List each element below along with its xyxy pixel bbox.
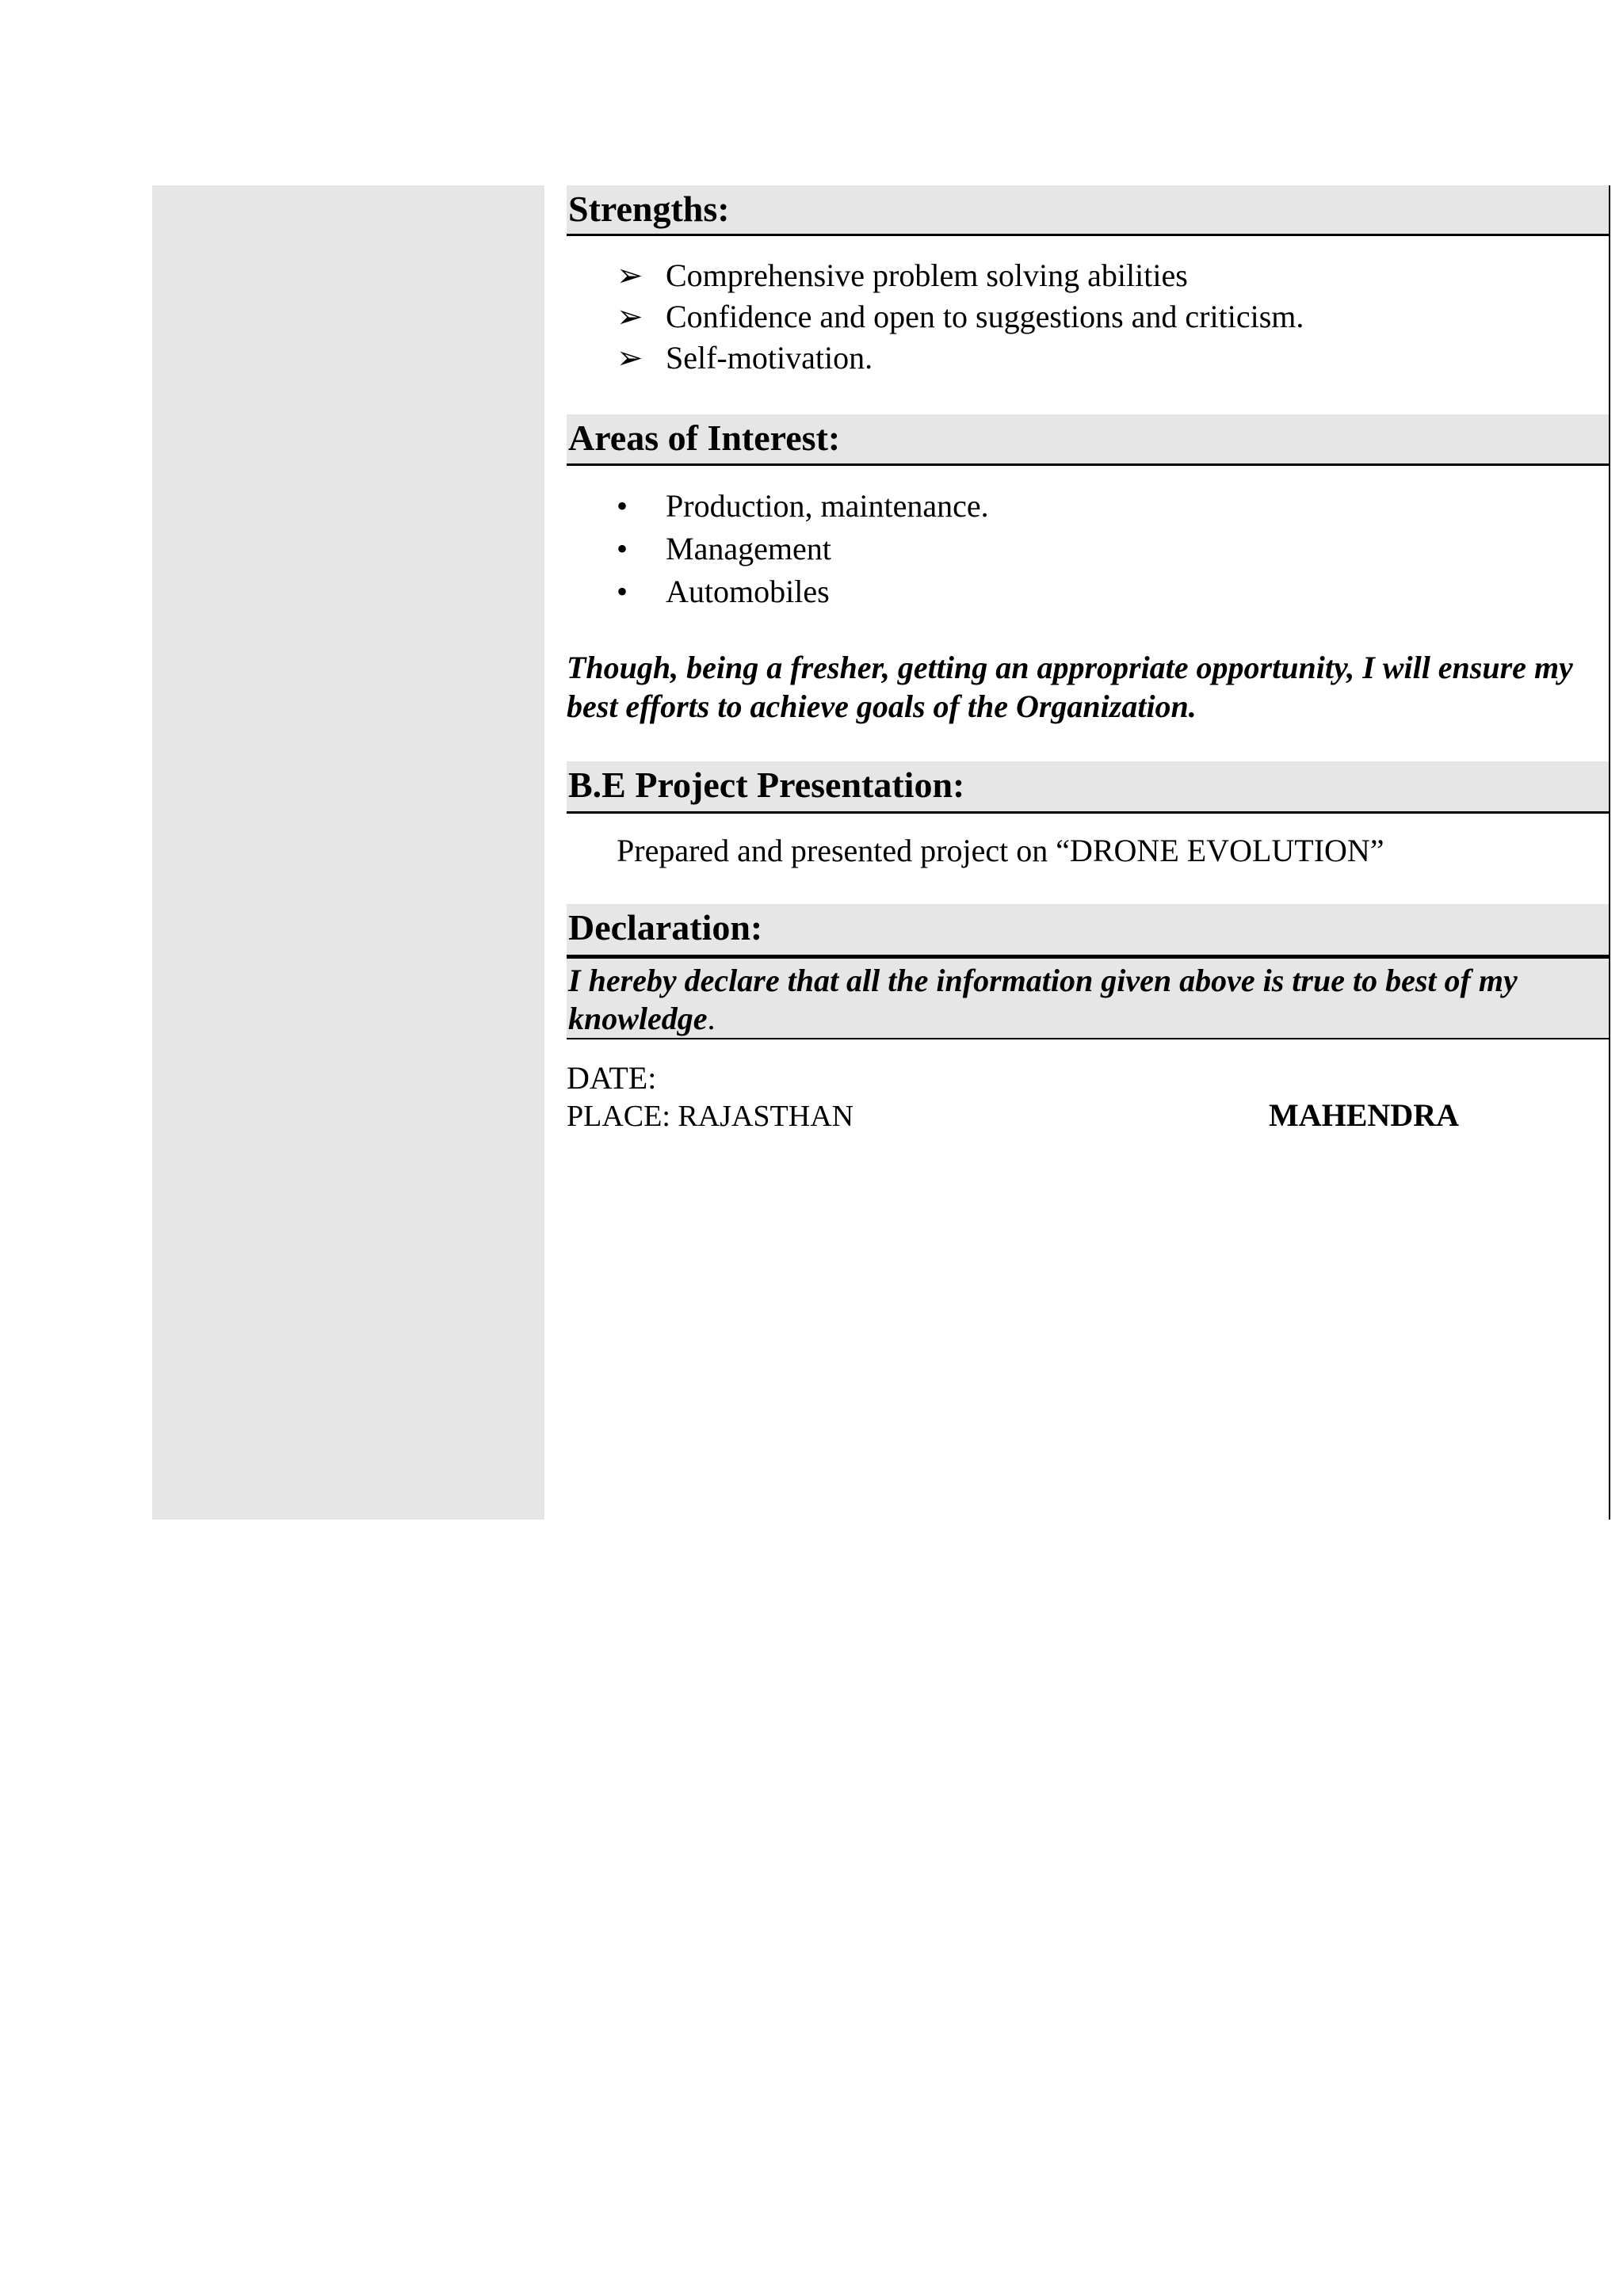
list-item-text: Management	[666, 531, 831, 566]
dot-bullet-icon: •	[617, 488, 628, 524]
list-item	[610, 485, 989, 528]
strengths-heading: Strengths:	[567, 185, 1609, 236]
date-label: DATE:	[567, 1060, 657, 1096]
list-item	[610, 570, 989, 613]
signature-name: MAHENDRA	[1269, 1097, 1459, 1133]
list-item	[610, 255, 1304, 296]
dot-bullet-icon: •	[617, 531, 628, 566]
interests-list	[610, 485, 989, 613]
arrow-bullet-icon: ➢	[617, 340, 643, 376]
career-statement: Though, being a fresher, getting an appropriate opportunity, I will ensure my best efforts to achieve goals of the Organization.	[567, 650, 1573, 724]
declaration-text-box	[567, 957, 1609, 1039]
list-item-text: Production, maintenance.	[666, 488, 989, 524]
list-item-text: Confidence and open to suggestions and criticism.	[666, 299, 1304, 334]
list-item-text: Automobiles	[666, 574, 830, 609]
project-description: Prepared and presented project on “DRONE EVOLUTION”	[617, 833, 1384, 868]
list-item-text: Self-motivation.	[666, 340, 873, 376]
declaration-heading: Declaration:	[567, 904, 1609, 957]
list-item	[610, 528, 989, 570]
place-label: PLACE: RAJASTHAN	[567, 1100, 854, 1133]
list-item-text: Comprehensive problem solving abilities	[666, 257, 1188, 293]
declaration-period: .	[707, 1001, 716, 1036]
list-item	[610, 296, 1304, 338]
project-heading: B.E Project Presentation:	[567, 761, 1609, 814]
declaration-text: I hereby declare that all the information given above is true to best of my knowledge	[568, 963, 1518, 1036]
list-item	[610, 338, 1304, 379]
arrow-bullet-icon: ➢	[617, 257, 643, 293]
interests-heading: Areas of Interest:	[567, 414, 1609, 466]
arrow-bullet-icon: ➢	[617, 299, 643, 334]
right-border-line	[1609, 185, 1610, 1520]
dot-bullet-icon: •	[617, 574, 628, 609]
left-sidebar-panel	[152, 185, 544, 1520]
strengths-list	[610, 255, 1304, 379]
